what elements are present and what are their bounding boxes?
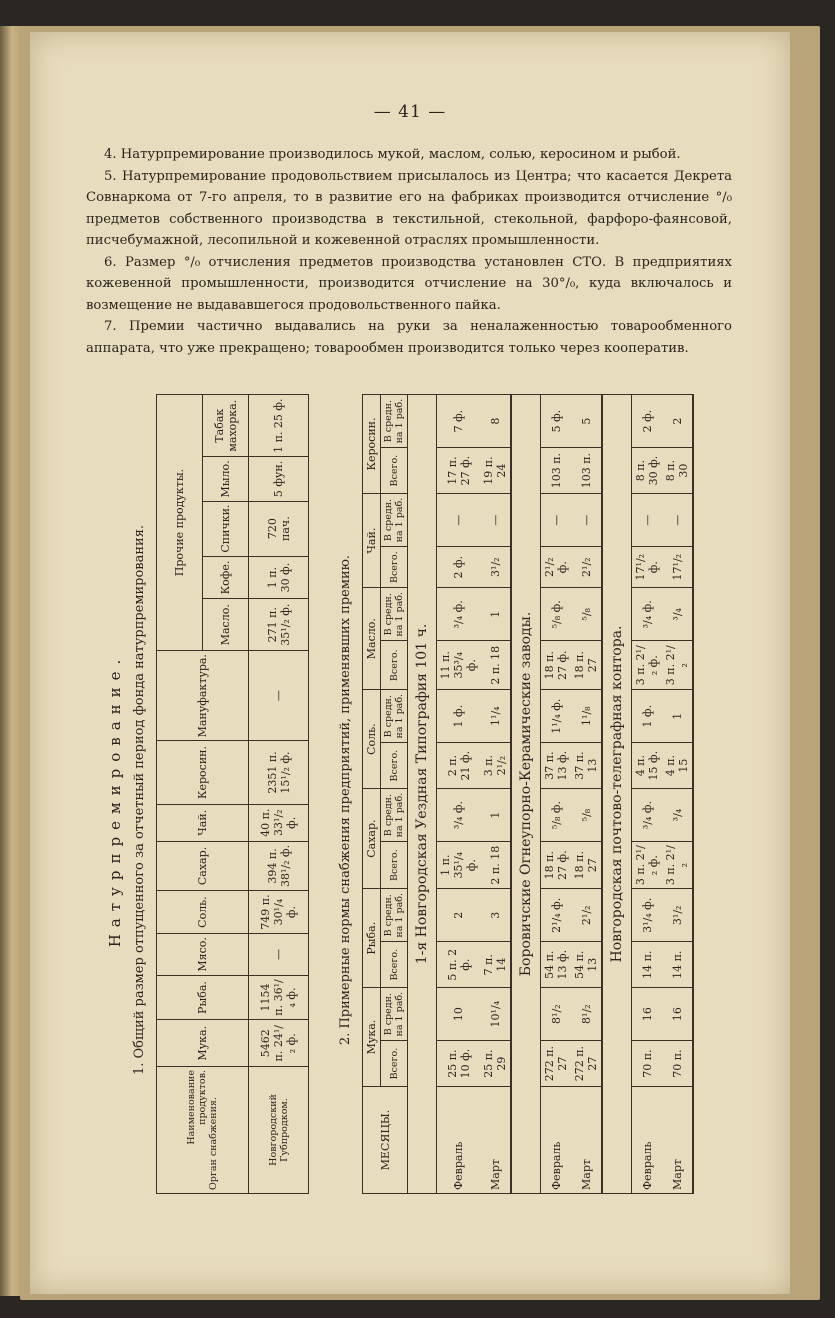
table2-cell: 1¹/₄ [480, 690, 511, 743]
table2-month: Февраль [437, 1087, 481, 1194]
table2-cell: 2 ф. [437, 547, 481, 588]
table1-fund [156, 394, 309, 1194]
table2-group-row [363, 395, 381, 1194]
table2-cell: 7 п. 14 [480, 942, 511, 988]
table2-cell: 2¹/₂ [571, 547, 602, 588]
table2-cell: — [480, 494, 511, 547]
table2-row [662, 395, 693, 1194]
table2-cell: 54 п. 13 [571, 942, 602, 988]
table2-cell: ³/₄ [662, 588, 693, 641]
table2-cell: 10 [437, 988, 481, 1041]
paragraph-5: 5. Натурпремирование продовольствием присылалось из Центра; что касается Декрета Совнаркома от 7-го апреля, то в развитие его на фабриках производится отчисление °/₀ предметов собственного производства в текстильной, стекольной, фарфоро-фаянсовой, писчебумажной, лесопильной и кожевенной отраслях промышленности. [86, 168, 732, 248]
table2-cell: 54 п. 13 ф. [541, 942, 572, 988]
table1-cell: 749 п. 30¹/₄ ф. [249, 891, 309, 934]
table2-sub-avg: В средн. на 1 раб. [381, 889, 408, 942]
table2-cell: 3¹/₄ ф. [632, 889, 663, 942]
paragraph-4: 4. Натурпремирование производилось мукой, маслом, солью, керосином и рыбой. [104, 147, 681, 162]
table1-col-10: Спички. [203, 501, 249, 556]
table2-row [541, 395, 572, 1194]
table2-cell: 11 п. 35³/₄ ф. [437, 641, 481, 690]
table1-cell: 394 п. 38¹/₂ ф. [249, 841, 309, 890]
table1-col-3: Соль. [157, 891, 249, 934]
table1-cell: 1154 п. 36¹/₄ ф. [249, 975, 309, 1020]
table2-cell: — [632, 494, 663, 547]
table2-cell: 2 п. 18 [480, 641, 511, 690]
table2-cell: 16 [632, 988, 663, 1041]
table1-col-9: Кофе. [203, 556, 249, 599]
table2-cell: 2 [437, 889, 481, 942]
table2-cell: 5 п. 2 ф. [437, 942, 481, 988]
table2-cell: 25 п. 29 [480, 1041, 511, 1087]
table2-row [632, 395, 663, 1194]
table2-cell: — [541, 494, 572, 547]
table2-cell: — [662, 494, 693, 547]
table1-col-12: Табак махорка. [203, 395, 249, 457]
table2-sub-row [381, 395, 408, 1194]
table2-cell: 3 п. 2¹/₂ ф. [632, 641, 663, 690]
table2-cell: 103 п. [541, 448, 572, 494]
table2-cell: 8 [480, 395, 511, 448]
table1-cell: 40 п. 33¹/₂ ф. [249, 804, 309, 841]
table2-cell: 5 [571, 395, 602, 448]
table2-cell: 3 п. 2¹/₂ [662, 842, 693, 889]
table2-cell: 3¹/₂ [662, 889, 693, 942]
table2-sub-avg: В средн. на 1 раб. [381, 395, 408, 448]
table2-group-2: Сахар. [363, 789, 381, 889]
table2-cell: 8¹/₂ [571, 988, 602, 1041]
table1-cell: 2351 п. 15¹/₂ ф. [249, 741, 309, 804]
table1-col-8: Масло. [203, 599, 249, 651]
table2-cell: 25 п. 10 ф. [437, 1041, 481, 1087]
table2-cell: 2 ф. [632, 395, 663, 448]
table2-cell: 2¹/₄ ф. [541, 889, 572, 942]
table2-group-1: Рыба. [363, 889, 381, 988]
table2-cell: 70 п. [662, 1041, 693, 1087]
table2-cell: 1 [480, 588, 511, 641]
table2-cell: 18 п. 27 ф. [541, 842, 572, 889]
table2-sub-avg: В средн. на 1 раб. [381, 789, 408, 842]
table2-cell: 19 п. 24 [480, 448, 511, 494]
table1-col-5: Чай. [157, 804, 249, 841]
table2-month: Март [480, 1087, 511, 1194]
table2-cell: 8 п. 30 [662, 448, 693, 494]
table2-cell: 14 п. [662, 942, 693, 988]
table1-corner: Наименование продуктов. Орган снабжения. [157, 1067, 249, 1194]
table2-cell: 8 п. 30 ф. [632, 448, 663, 494]
table2-sub-avg: В средн. на 1 раб. [381, 988, 408, 1041]
table2-sub-total: Всего. [381, 743, 408, 789]
table2-cell: 103 п. [571, 448, 602, 494]
body-text [86, 144, 732, 359]
table2-norms [362, 394, 694, 1194]
table2-sub-avg: В средн. на 1 раб. [381, 494, 408, 547]
table2-month: Февраль [632, 1087, 663, 1194]
table1-col-7: Мануфактура. [157, 651, 249, 741]
table2-cell: 3 п. 2¹/₂ ф. [632, 842, 663, 889]
table2-cell: 1 [662, 690, 693, 743]
table1-col-2: Мясо. [157, 934, 249, 975]
table2-cell: 1¹/₈ [571, 690, 602, 743]
table1-group-other: Прочие продукты. [157, 395, 203, 651]
table1-col-4: Сахар. [157, 841, 249, 890]
table2-cell: 8¹/₂ [541, 988, 572, 1041]
table2-subtitle: 2. Примерные нормы снабжения предприятий, применявших премию. [338, 554, 353, 1046]
table2-cell: ⁵/₈ [571, 789, 602, 842]
table2-sub-total: Всего. [381, 842, 408, 889]
table2-cell: 18 п. 27 ф. [541, 641, 572, 690]
table2-cell: 3 п. 2¹/₂ [662, 641, 693, 690]
table2-row [437, 395, 481, 1194]
table2-cell: 16 [662, 988, 693, 1041]
table2-cell: 272 п. 27 [571, 1041, 602, 1087]
table2-cell: 5 ф. [541, 395, 572, 448]
table2-cell: 4 п. 15 ф. [632, 743, 663, 789]
table1-header-row [157, 395, 203, 1194]
table2-cell: ³/₄ ф. [437, 588, 481, 641]
table2-cell: ⁵/₈ ф. [541, 588, 572, 641]
table2-cell: 1 п. 35¹/₄ ф. [437, 842, 481, 889]
table2-cell: 7 ф. [437, 395, 481, 448]
table1-col-11: Мыло. [203, 457, 249, 501]
table2-cell: ³/₄ ф. [437, 789, 481, 842]
table2-cell: ⁵/₈ [571, 588, 602, 641]
table1-cell: 271 п. 35¹/₂ ф. [249, 599, 309, 651]
scanned-page [30, 32, 790, 1294]
table2-sub-total: Всего. [381, 547, 408, 588]
table2-cell: 1 ф. [632, 690, 663, 743]
table2-group-3: Соль. [363, 690, 381, 789]
table2-cell: 272 п. 27 [541, 1041, 572, 1087]
table1-title: Натурпремирование. [106, 652, 124, 948]
table1-subtitle: 1. Общий размер отпущенного за отчетный период фонда натурпремирования. [132, 524, 147, 1076]
table2-sub-total: Всего. [381, 641, 408, 690]
table1-data-row [249, 395, 309, 1194]
table2-sub-total: Всего. [381, 448, 408, 494]
table2-sub-total: Всего. [381, 1041, 408, 1087]
table2-cell: 37 п. 13 ф. [541, 743, 572, 789]
page-number: — 41 — [373, 102, 447, 122]
table2-month: Февраль [541, 1087, 572, 1194]
table2-cell: 17¹/₂ ф. [632, 547, 663, 588]
table1-col-0: Мука. [157, 1020, 249, 1067]
table2-group-5: Чай. [363, 494, 381, 588]
table2-cell: 37 п. 13 [571, 743, 602, 789]
rotated-tables-region [106, 394, 756, 1206]
table2-section-row [602, 395, 632, 1194]
table2-cell: 2 п. 18 [480, 842, 511, 889]
table1-cell: 1 п. 25 ф. [249, 395, 309, 457]
table2-cell: 1 ф. [437, 690, 481, 743]
table2-cell: 18 п. 27 [571, 641, 602, 690]
table2-section-row [511, 395, 541, 1194]
table1-cell: 5 фун. [249, 457, 309, 501]
table2-cell: — [571, 494, 602, 547]
table1-col-1: Рыба. [157, 975, 249, 1020]
table2-cell: 3 [480, 889, 511, 942]
table2-sub-total: Всего. [381, 942, 408, 988]
table2-cell: ³/₄ ф. [632, 588, 663, 641]
table2-cell: 2¹/₂ ф. [541, 547, 572, 588]
table2-cell: — [437, 494, 481, 547]
table2-cell: ³/₄ ф. [632, 789, 663, 842]
table2-cell: 10¹/₄ [480, 988, 511, 1041]
table2-row [480, 395, 511, 1194]
table2-cell: ³/₄ [662, 789, 693, 842]
table2-body [408, 395, 694, 1194]
table2-section-title: Новгородская почтово-телеграфная контора. [602, 395, 632, 1194]
table1-col-6: Керосин. [157, 741, 249, 804]
table1-cell: 5462 п. 24¹/₂ ф. [249, 1020, 309, 1067]
table1-row-label: Новгородский Губпродком. [249, 1067, 309, 1194]
table2-group-0: Мука. [363, 988, 381, 1087]
table2-month-header: МЕСЯЦЫ. [363, 1087, 408, 1194]
table2-section-title: 1-я Новгородская Уездная Типография 101 ч. [408, 395, 437, 1194]
table2-cell: ⁵/₈ ф. [541, 789, 572, 842]
paragraph-7: 7. Премии частично выдавались на руки за неналаженностью товарообменного аппарата, что уже прекращено; товарообмен производится только через кооператив. [86, 319, 732, 356]
table2-cell: 2 [662, 395, 693, 448]
table2-cell: 17 п. 27 ф. [437, 448, 481, 494]
table2-month: Март [571, 1087, 602, 1194]
table1-cell: 1 п. 30 ф. [249, 556, 309, 599]
table2-cell: 2¹/₂ [571, 889, 602, 942]
table2-cell: 3 п. 2¹/₂ [480, 743, 511, 789]
table2-group-6: Керосин. [363, 395, 381, 494]
table2-row [571, 395, 602, 1194]
table2-cell: 14 п. [632, 942, 663, 988]
table2-cell: 18 п. 27 [571, 842, 602, 889]
table2-month: Март [662, 1087, 693, 1194]
table2-cell: 4 п. 15 [662, 743, 693, 789]
table2-cell: 70 п. [632, 1041, 663, 1087]
table2-cell: 1¹/₄ ф. [541, 690, 572, 743]
table2-sub-avg: В средн. на 1 раб. [381, 690, 408, 743]
table2-group-4: Масло. [363, 588, 381, 690]
table2-cell: 3¹/₂ [480, 547, 511, 588]
table2-sub-avg: В средн. на 1 раб. [381, 588, 408, 641]
table2-cell: 17¹/₂ [662, 547, 693, 588]
table1-cell: — [249, 651, 309, 741]
table2-cell: 1 [480, 789, 511, 842]
table2-cell: 2 п. 21 ф. [437, 743, 481, 789]
paragraph-6: 6. Размер °/₀ отчисления предметов производства установлен СТО. В предприятиях кожевенной промышленности, производится отчисление на 30°/₀, куда включалось и возмещение не выдававшегося продовольственного пайка. [86, 254, 732, 313]
table1-cell: — [249, 934, 309, 975]
table2-section-title: Боровичские Огнеупорно-Керамические заводы. [511, 395, 541, 1194]
table1-cell: 720 пач. [249, 501, 309, 556]
table2-section-row [408, 395, 437, 1194]
